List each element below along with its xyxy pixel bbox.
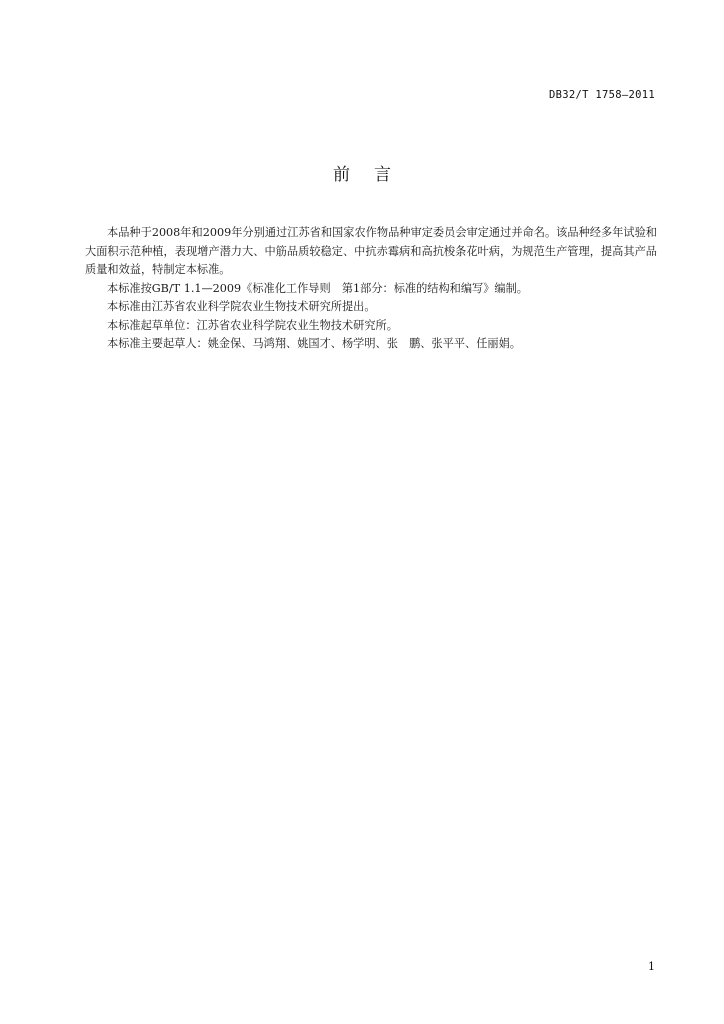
paragraph-drafters: 本标准主要起草人：姚金保、马鸿翔、姚国才、杨学明、张 鹏、张平平、任丽娟。 [107, 337, 521, 350]
paragraph-origin: 本品种于2008年和2009年分别通过江苏省和国家农作物品种审定委员会审定通过并命名。该品种经多年试验和大面积示范种植，表现增产潜力大、中筋品质较稳定、中抗赤霉病和高抗梭条花叶病，为规范生产管理，提高其产品质量和效益，特制定本标准。 [85, 226, 657, 276]
page-number: 1 [648, 960, 655, 973]
page-title: 前言 [333, 165, 415, 185]
paragraph-proposer: 本标准由江苏省农业科学院农业生物技术研究所提出。 [107, 300, 376, 313]
foreword-body [85, 224, 657, 354]
paragraph-drafting-unit: 本标准起草单位：江苏省农业科学院农业生物技术研究所。 [107, 318, 398, 332]
paragraph-drafting-rules: 本标准按GB/T 1.1—2009《标准化工作导则 第1部分：标准的结构和编写》编制。 [107, 281, 528, 295]
document-code: DB32/T 1758—2011 [549, 89, 655, 101]
